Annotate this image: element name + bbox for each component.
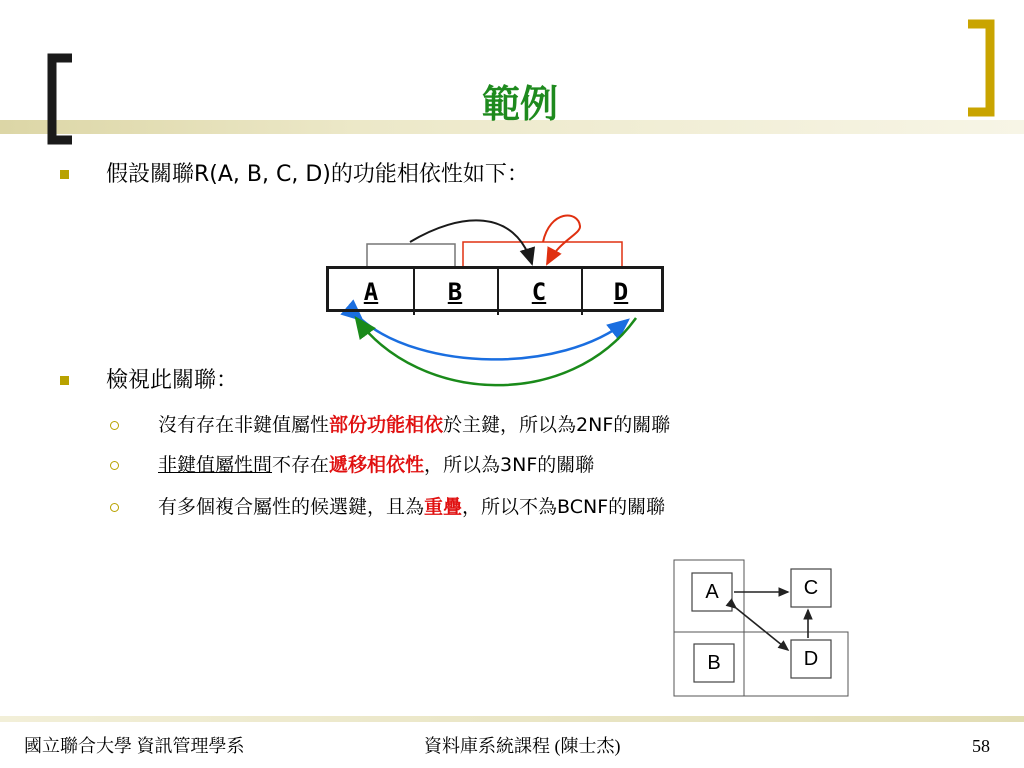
bullet-examine: 檢視此關聯： bbox=[106, 368, 239, 393]
sub3-highlight: 重疊 bbox=[424, 496, 463, 518]
sub2-post: ，所以為3NF的關聯 bbox=[424, 454, 595, 476]
arrow-d-a-green bbox=[356, 318, 636, 385]
sub-bullet-bcnf bbox=[158, 494, 665, 520]
bd-bracket bbox=[463, 242, 622, 266]
bullet-marker bbox=[60, 170, 69, 179]
sub1-pre: 沒有存在非鍵值屬性 bbox=[158, 414, 330, 436]
sub2-underlined: 非鍵值屬性間 bbox=[158, 454, 273, 476]
relation-table bbox=[326, 266, 664, 312]
sub-bullet-marker bbox=[110, 503, 119, 512]
attr-d: D bbox=[613, 278, 629, 306]
node-c-label: C bbox=[803, 577, 819, 599]
attr-b: B bbox=[413, 269, 499, 315]
node-b-label: B bbox=[707, 652, 721, 674]
sub3-post: ，所以不為BCNF的關聯 bbox=[462, 496, 666, 518]
node-d-label: D bbox=[803, 648, 819, 670]
relation-diagram bbox=[300, 200, 700, 410]
right-bracket bbox=[968, 24, 990, 112]
attr-c: C bbox=[497, 269, 583, 315]
sub1-post: 於主鍵，所以為2NF的關聯 bbox=[443, 414, 671, 436]
sub-bullet-marker bbox=[110, 461, 119, 470]
sub-bullet-marker bbox=[110, 421, 119, 430]
sub-bullet-3nf bbox=[158, 452, 594, 478]
footer-band bbox=[0, 716, 1024, 722]
arrow-bd-to-c bbox=[543, 215, 580, 264]
sub3-pre: 有多個複合屬性的候選鍵，且為 bbox=[158, 496, 425, 518]
sub1-highlight: 部份功能相依 bbox=[329, 414, 444, 436]
bullet-fd-intro: 假設關聯R(A, B, C, D)的功能相依性如下： bbox=[106, 162, 529, 187]
attr-a: A bbox=[329, 269, 415, 315]
slide-title: 範例 bbox=[481, 82, 558, 126]
sub-bullet-2nf bbox=[158, 412, 670, 438]
ab-bracket bbox=[367, 244, 455, 266]
node-a-label: A bbox=[705, 581, 719, 603]
page-number: 58 bbox=[972, 736, 990, 756]
footer-course: 資料庫系統課程 (陳士杰) bbox=[424, 736, 621, 756]
overlap-diagram bbox=[670, 556, 860, 702]
footer-department: 國立聯合大學 資訊管理學系 bbox=[24, 736, 245, 756]
sub2-mid: 不存在 bbox=[272, 454, 330, 476]
sub2-highlight: 遞移相依性 bbox=[329, 454, 425, 476]
arrow-a-d-blue bbox=[362, 320, 628, 359]
bullet-marker bbox=[60, 376, 69, 385]
